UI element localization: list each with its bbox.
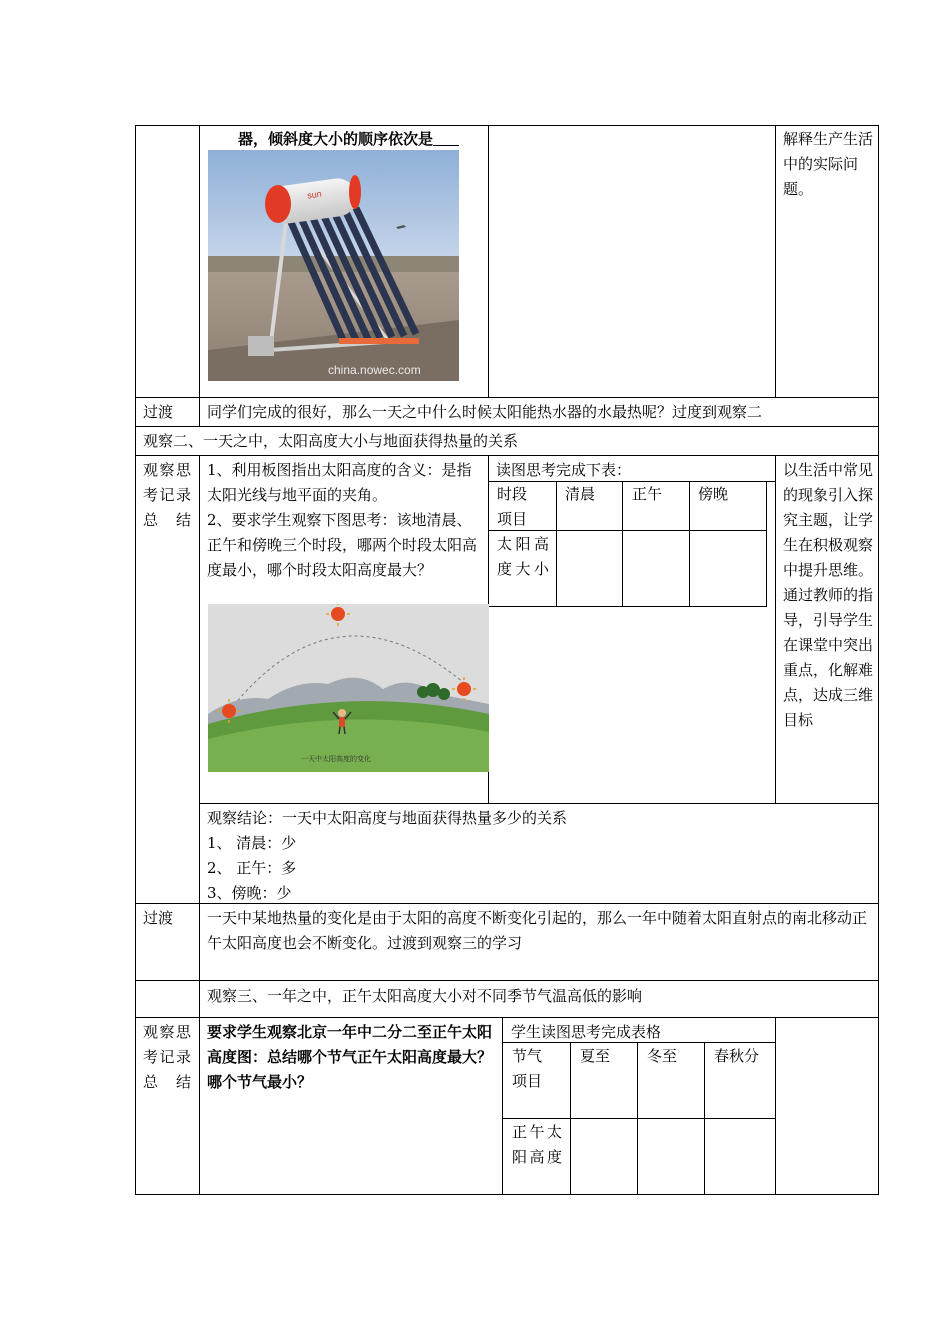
observation2-title: 观察二、一天之中，太阳高度大小与地面获得热量的关系 — [143, 432, 519, 450]
transition2-label: 过渡 — [143, 909, 174, 927]
table-rule — [637, 1042, 638, 1195]
table-rule — [775, 125, 776, 398]
diagram-caption: 一天中太阳高度的变化 — [301, 755, 371, 763]
table-header-cell: 正午 — [632, 485, 663, 503]
table-rule — [489, 606, 767, 607]
table-rule — [503, 1118, 775, 1119]
observation2-conclusion-title: 观察结论：一天中太阳高度与地面获得热量多少的关系 — [207, 809, 568, 827]
table-rule — [622, 481, 623, 607]
table-rule — [199, 397, 200, 426]
table-rule — [689, 481, 690, 607]
table-rule — [775, 455, 776, 804]
solar-water-heater-photo — [208, 150, 459, 381]
observation2-side-label: 观察思考记录总结 — [143, 461, 191, 529]
table-rule — [503, 1042, 775, 1043]
observation3-task: 要求学生观察北京一年中二分二至正午太阳高度图：总结哪个节气正午太阳高度最大？哪个节气最小？ — [207, 1023, 493, 1091]
solar-heater-illustration — [208, 150, 459, 381]
answer-blank — [433, 127, 459, 146]
table-header-cell: 节气项目 — [512, 1047, 543, 1090]
table-header-cell: 时段项目 — [497, 485, 528, 528]
table-rule — [135, 397, 879, 398]
table-rule — [556, 481, 557, 607]
observation2-table-title: 读图思考完成下表： — [496, 461, 632, 479]
table-rule — [199, 455, 200, 1195]
table-rule — [199, 803, 879, 804]
table-border-top — [135, 125, 879, 126]
transition1-label: 过渡 — [143, 403, 174, 421]
observation3-title: 观察三、一年之中，正午太阳高度大小对不同季节气温高低的影响 — [207, 987, 643, 1005]
question-text: 器，倾斜度大小的顺序依次是 — [238, 130, 434, 148]
table-border-right — [878, 125, 879, 1195]
table-header-cell: 清晨 — [565, 485, 596, 503]
svg-text:sun: sun — [306, 188, 323, 201]
sun-altitude-illustration — [208, 604, 489, 772]
table-border-left — [135, 125, 136, 1195]
transition2-text: 一天中某地热量的变化是由于太阳的高度不断变化引起的，那么一年中随着太阳直射点的南北移动正午太阳高度也会不断变化。过渡到观察三的学习 — [207, 909, 868, 952]
table-rule — [488, 125, 489, 398]
observation3-table-title: 学生读图思考完成表格 — [511, 1023, 662, 1041]
section1-note: 解释生产生活中的实际问题。 — [783, 130, 874, 198]
observation2-task2: 2、要求学生观察下图思考：该地清晨、正午和傍晚三个时段，哪两个时段太阳高度最小，哪个时段太阳高度最大？ — [207, 511, 478, 579]
table-rule — [135, 1017, 879, 1018]
transition1-text: 同学们完成的很好，那么一天之中什么时候太阳能热水器的水最热呢？过度到观察二 — [207, 403, 763, 421]
table-rule — [135, 455, 879, 456]
conclusion-item: 1、 清晨：少 — [207, 834, 297, 852]
table-header-cell: 傍晚 — [698, 485, 729, 503]
table-rule — [704, 1042, 705, 1195]
conclusion-item: 3、傍晚：少 — [207, 884, 292, 902]
table-header-cell: 春秋分 — [714, 1047, 760, 1065]
table-border-bottom — [135, 1194, 879, 1195]
observation3-side-label: 观察思考记录总结 — [143, 1023, 191, 1091]
conclusion-item: 2、 正午：多 — [207, 859, 297, 877]
table-rule — [502, 1017, 503, 1195]
table-rule — [775, 1017, 776, 1195]
table-rule — [570, 1042, 571, 1195]
table-row-label: 正午太阳高度 — [512, 1123, 562, 1166]
table-header-cell: 夏至 — [580, 1047, 611, 1065]
table-row-label: 太阳高度大小 — [497, 535, 549, 578]
table-rule — [135, 426, 879, 427]
table-rule — [766, 481, 767, 607]
table-rule — [135, 980, 879, 981]
photo-watermark: china.nowec.com — [328, 363, 421, 377]
question-tail — [238, 127, 459, 152]
sun-altitude-diagram — [208, 604, 489, 772]
table-header-cell: 冬至 — [647, 1047, 678, 1065]
observation2-note: 以生活中常见的现象引入探究主题，让学生在积极观察中提升思维。通过教师的指导，引导学生在课堂中突出重点，化解难点，达成三维目标 — [783, 461, 874, 729]
table-rule — [199, 125, 200, 398]
observation2-task1: 1、利用板图指出太阳高度的含义：是指太阳光线与地平面的夹角。 — [207, 461, 472, 504]
